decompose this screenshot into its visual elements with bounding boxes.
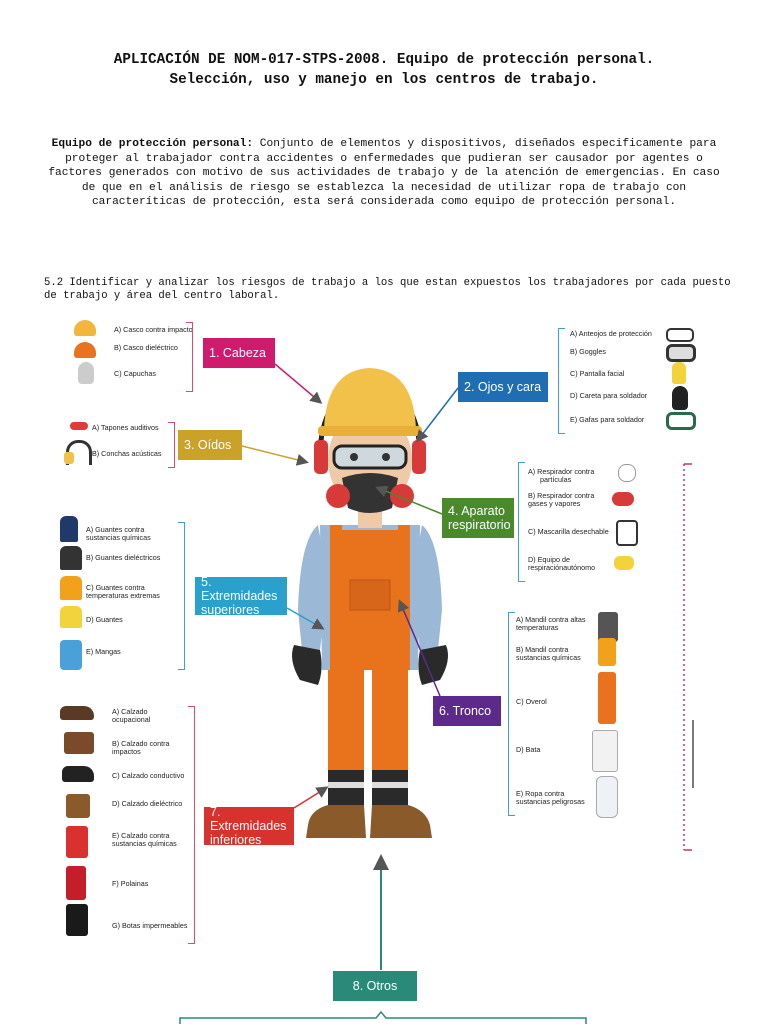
superiores-item-d: D) Guantes [86, 615, 123, 624]
respiratorio-item-b1: B) Respirador contra [528, 491, 595, 500]
tronco-item-a1: A) Mandil contra altas [516, 615, 586, 624]
definition-term: Equipo de protección personal: [51, 138, 254, 150]
tronco-item-d: D) Bata [516, 745, 541, 754]
oidos-item-a: A) Tapones auditivos [92, 423, 159, 432]
tronco-item-e2: sustancias peligrosas [516, 797, 585, 806]
superiores-label-2: superiores [201, 603, 260, 617]
inferiores-item-f: F) Polainas [112, 879, 149, 888]
respiratorio-item-a2: partículas [540, 475, 572, 484]
cabeza-item-b: B) Casco dieléctrico [114, 343, 178, 352]
ojos-item-b: B) Goggles [570, 347, 606, 356]
inferiores-item-a2: ocupacional [112, 715, 151, 724]
respiratorio-item-c: C) Mascarilla desechable [528, 527, 609, 536]
inferiores-item-b2: impactos [112, 747, 141, 756]
inferiores-item-a1: A) Calzado [112, 707, 148, 716]
tronco-item-c: C) Overol [516, 697, 547, 706]
cabeza-item-c: C) Capuchas [114, 369, 156, 378]
respiratorio-label-1: 4. Aparato [448, 504, 505, 518]
oidos-item-b: B) Conchas acústicas [92, 449, 162, 458]
superiores-item-c1: C) Guantes contra [86, 583, 145, 592]
ojos-item-d: D) Careta para soldador [570, 391, 648, 400]
superiores-item-b: B) Guantes dieléctricos [86, 553, 161, 562]
inferiores-label-2: inferiores [210, 833, 262, 847]
inferiores-label-1: 7. Extremidades [210, 805, 287, 833]
oidos-label: 3. Oídos [184, 438, 232, 452]
tronco-item-e1: E) Ropa contra [516, 789, 565, 798]
tronco-label: 6. Tronco [439, 704, 492, 718]
inferiores-item-g: G) Botas impermeables [112, 921, 188, 930]
superiores-item-a1: A) Guantes contra [86, 525, 145, 534]
respiratorio-item-b2: gases y vapores [528, 499, 581, 508]
inferiores-item-c: C) Calzado conductivo [112, 771, 185, 780]
title-line-2: Selección, uso y manejo en los centros de trabajo. [169, 72, 599, 88]
respiratorio-item-d2: respiraciónautónomo [528, 563, 596, 572]
connector-lines [0, 310, 768, 1024]
definition-paragraph [40, 137, 728, 210]
tronco-item-b2: sustancias químicas [516, 653, 581, 662]
ojos-item-e: E) Gafas para soldador [570, 415, 645, 424]
title-line-1: APLICACIÓN DE NOM-017-STPS-2008. Equipo de protección personal. [113, 52, 655, 68]
ojos-label: 2. Ojos y cara [464, 380, 542, 394]
superiores-item-c2: temperaturas extremas [86, 591, 160, 600]
tronco-item-a2: temperaturas [516, 623, 559, 632]
tronco-item-b1: B) Mandil contra [516, 645, 569, 654]
respiratorio-item-a1: A) Respirador contra [528, 467, 595, 476]
cabeza-item-a: A) Casco contra impacto [114, 325, 193, 334]
respiratorio-item-d1: D) Equipo de [528, 555, 570, 564]
cabeza-label: 1. Cabeza [209, 346, 266, 360]
superiores-item-a2: sustancias químicas [86, 533, 151, 542]
definition-text: Conjunto de elementos y dispositivos, diseñados especificamente para proteger al trabajador contra accidentes o enfermedades que pudieran ser causador por agentes o factores generados con motivo de sus actividades de trabajo y de la atención de emergencias. En caso de que en el análisis de riesgo se establezca la necesidad de utilizar ropa de trabajo con caracteríticas de protección, esta será considerada como equipo de protección personal. [48, 138, 720, 209]
section-5-2: 5.2 Identificar y analizar los riesgos de trabajo a los que estan expuestos los trabajadores por cada puesto de trabajo y área del centro laboral. [44, 277, 731, 303]
superiores-item-e: E) Mangas [86, 647, 121, 656]
inferiores-item-e2: sustancias químicas [112, 839, 177, 848]
ojos-item-c: C) Pantalla facial [570, 369, 625, 378]
inferiores-item-e1: E) Calzado contra [112, 831, 170, 840]
superiores-label-1: 5. Extremidades [201, 575, 278, 603]
inferiores-item-d: D) Calzado dieléctrico [112, 799, 183, 808]
inferiores-item-b1: B) Calzado contra [112, 739, 170, 748]
otros-label: 8. Otros [352, 979, 398, 993]
document-title [20, 50, 748, 90]
ojos-item-a: A) Anteojos de protección [570, 329, 652, 338]
ppe-infographic [0, 310, 768, 1024]
respiratorio-label-2: respiratorio [448, 518, 511, 532]
